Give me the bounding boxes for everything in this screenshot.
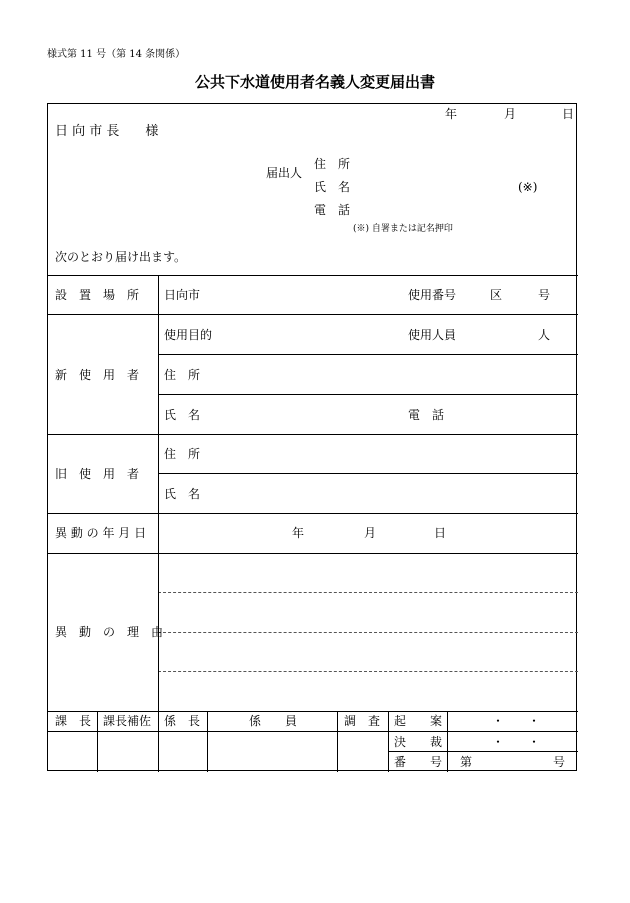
section-chief-label: 課 長 bbox=[55, 714, 92, 728]
signature-note: (※) 自署または記名押印 bbox=[353, 224, 453, 234]
divider bbox=[97, 711, 98, 772]
old-user-name-label: 氏 名 bbox=[164, 487, 201, 501]
persons-label: 使用人員 bbox=[408, 328, 457, 342]
reason-line bbox=[158, 671, 578, 672]
number-suffix: 号 bbox=[553, 755, 566, 769]
divider bbox=[48, 314, 578, 315]
number-row-label: 番 号 bbox=[394, 755, 443, 769]
divider bbox=[207, 711, 208, 772]
number-label: 号 bbox=[538, 288, 551, 302]
install-location-label: 設 置 場 所 bbox=[55, 288, 140, 302]
ward-label: 区 bbox=[490, 288, 503, 302]
drafted-date-dots: ・ ・ bbox=[492, 714, 541, 728]
old-user-address-label: 住 所 bbox=[164, 447, 201, 461]
number-prefix: 第 bbox=[460, 755, 473, 769]
applicant-label: 届出人 bbox=[266, 166, 303, 180]
divider bbox=[158, 394, 578, 395]
divider bbox=[388, 711, 389, 772]
divider bbox=[48, 553, 578, 554]
change-date-day: 日 bbox=[434, 526, 447, 540]
new-user-label: 新 使 用 者 bbox=[55, 368, 140, 382]
reason-line bbox=[158, 592, 578, 593]
divider bbox=[48, 275, 578, 276]
applicant-phone-label: 電 話 bbox=[314, 203, 351, 217]
change-date-year: 年 bbox=[292, 526, 305, 540]
divider bbox=[388, 751, 578, 752]
change-date-label: 異 動 の 年 月 日 bbox=[55, 526, 147, 540]
form-number: 様式第 11 号（第 14 条関係） bbox=[47, 49, 186, 60]
label-column-line bbox=[158, 275, 159, 772]
seal-mark: (※) bbox=[518, 180, 538, 194]
statement: 次のとおり届け出ます。 bbox=[55, 250, 187, 264]
change-reason-label: 異 動 の 理 由 bbox=[55, 625, 164, 639]
new-user-address-label: 住 所 bbox=[164, 368, 201, 382]
divider bbox=[158, 354, 578, 355]
reason-line bbox=[158, 632, 578, 633]
deputy-chief-label: 課長補佐 bbox=[103, 714, 152, 728]
form-title: 公共下水道使用者名義人変更届出書 bbox=[194, 73, 435, 91]
usage-number-label: 使用番号 bbox=[408, 288, 457, 302]
divider bbox=[158, 473, 578, 474]
new-user-name-label: 氏 名 bbox=[164, 408, 201, 422]
header-year: 年 bbox=[445, 107, 458, 121]
divider bbox=[48, 434, 578, 435]
inspection-label: 調 査 bbox=[344, 714, 381, 728]
form-table bbox=[47, 103, 577, 771]
addressee: 日 向 市 長 様 bbox=[55, 124, 159, 139]
subsection-chief-label: 係 長 bbox=[164, 714, 201, 728]
staff-label: 係 員 bbox=[249, 714, 298, 728]
divider bbox=[447, 711, 448, 772]
divider bbox=[48, 513, 578, 514]
applicant-name-label: 氏 名 bbox=[314, 180, 351, 194]
divider bbox=[337, 711, 338, 772]
purpose-label: 使用目的 bbox=[164, 328, 213, 342]
approved-date-dots: ・ ・ bbox=[492, 735, 541, 749]
divider bbox=[48, 731, 578, 732]
applicant-address-label: 住 所 bbox=[314, 157, 351, 171]
persons-unit: 人 bbox=[538, 328, 551, 342]
approved-label: 決 裁 bbox=[394, 735, 443, 749]
drafted-label: 起 案 bbox=[394, 714, 443, 728]
new-user-phone-label: 電 話 bbox=[408, 408, 445, 422]
install-location-value: 日向市 bbox=[164, 288, 201, 302]
header-day: 日 bbox=[562, 107, 575, 121]
change-date-month: 月 bbox=[364, 526, 377, 540]
old-user-label: 旧 使 用 者 bbox=[55, 467, 140, 481]
divider bbox=[48, 711, 578, 712]
header-month: 月 bbox=[504, 107, 517, 121]
